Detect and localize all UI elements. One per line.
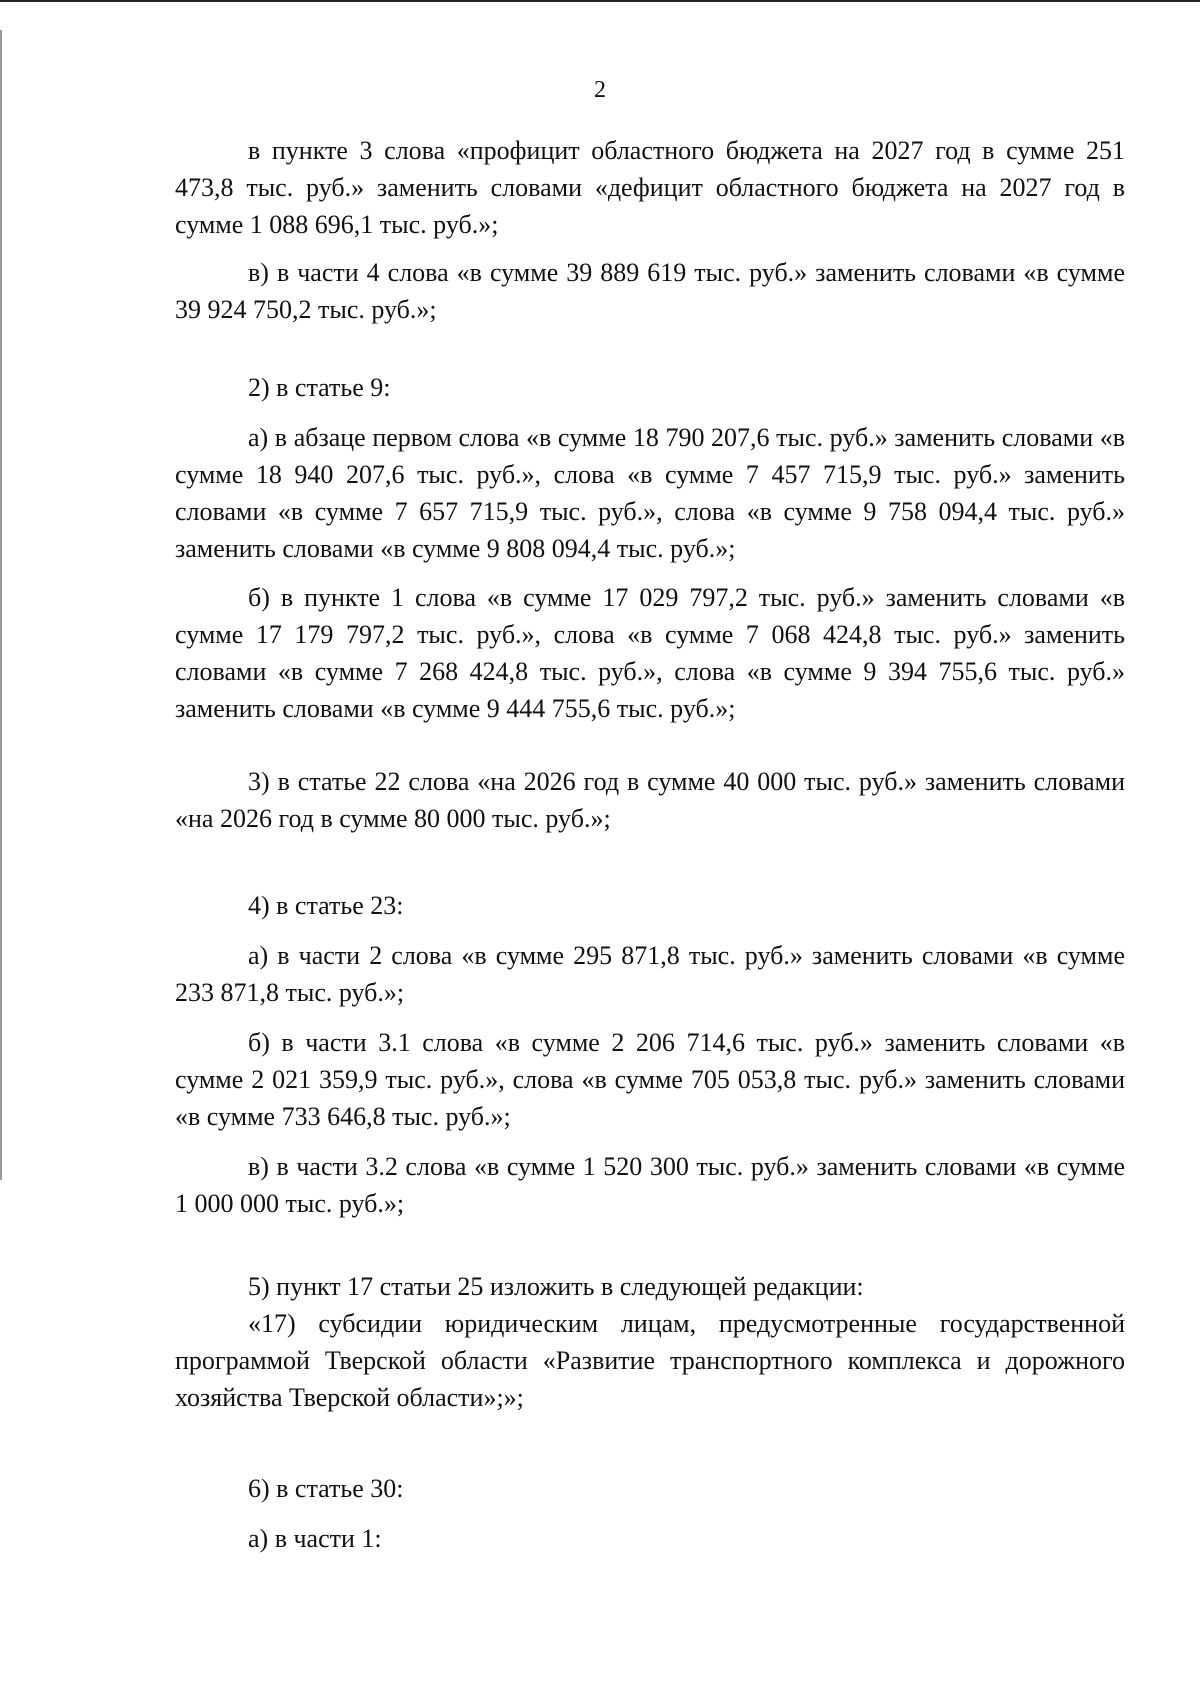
paragraph-article-23-b: б) в части 3.1 слова «в сумме 2 206 714,6 тыс. руб.» заменить словами «в сумме 2 021 359,9 тыс. руб.», слова «в сумме 705 053,8 тыс. руб.» заменить словами «в сумме 733 646,8 тыс. руб.»; <box>175 1028 1125 1131</box>
paragraph-article-23-v: в) в части 3.2 слова «в сумме 1 520 300 тыс. руб.» заменить словами «в сумме 1 000 000 тыс. руб.»; <box>175 1152 1125 1218</box>
paragraph-article-9: 2) в статье 9: <box>248 373 391 402</box>
paragraph-article-23-a: а) в части 2 слова «в сумме 295 871,8 тыс. руб.» заменить словами «в сумме 233 871,8 тыс. руб.»; <box>175 941 1125 1007</box>
paragraph-article-22: 3) в статье 22 слова «на 2026 год в сумме 40 000 тыс. руб.» заменить словами «на 2026 год в сумме 80 000 тыс. руб.»; <box>175 767 1125 833</box>
page-number: 2 <box>594 77 606 103</box>
paragraph-budget-surplus-2027: в пункте 3 слова «профицит областного бюджета на 2027 год в сумме 251 473,8 тыс. руб.» заменить словами «дефицит областного бюджета на 2027 год в сумме 1 088 696,1 тыс. руб.»; <box>175 136 1125 239</box>
paragraph-article-25-text: «17) субсидии юридическим лицам, предусмотренные государственной программой Тверской области «Развитие транспортного комплекса и дорожного хозяйства Тверской области»;»; <box>175 1309 1125 1412</box>
paragraph-article-9-b: б) в пункте 1 слова «в сумме 17 029 797,2 тыс. руб.» заменить словами «в сумме 17 179 797,2 тыс. руб.», слова «в сумме 7 068 424,8 тыс. руб.» заменить словами «в сумме 7 268 424,8 тыс. руб.», слова «в сумме 9 394 755,6 тыс. руб.» заменить словами «в сумме 9 444 755,6 тыс. руб.»; <box>175 583 1125 723</box>
page-top-edge <box>0 0 1200 2</box>
page-left-edge <box>0 30 2 1180</box>
paragraph-article-25: 5) пункт 17 статьи 25 изложить в следующей редакции: <box>248 1272 864 1301</box>
paragraph-article-30-a: а) в части 1: <box>248 1524 382 1553</box>
paragraph-item-v-part-4: в) в части 4 слова «в сумме 39 889 619 тыс. руб.» заменить словами «в сумме 39 924 750,2 тыс. руб.»; <box>175 258 1125 324</box>
paragraph-article-23: 4) в статье 23: <box>248 891 404 920</box>
paragraph-article-9-a: а) в абзаце первом слова «в сумме 18 790 207,6 тыс. руб.» заменить словами «в сумме 18 940 207,6 тыс. руб.», слова «в сумме 7 457 715,9 тыс. руб.» заменить словами «в сумме 7 657 715,9 тыс. руб.», слова «в сумме 9 758 094,4 тыс. руб.» заменить словами «в сумме 9 808 094,4 тыс. руб.»; <box>175 423 1125 563</box>
paragraph-article-30: 6) в статье 30: <box>248 1474 404 1503</box>
